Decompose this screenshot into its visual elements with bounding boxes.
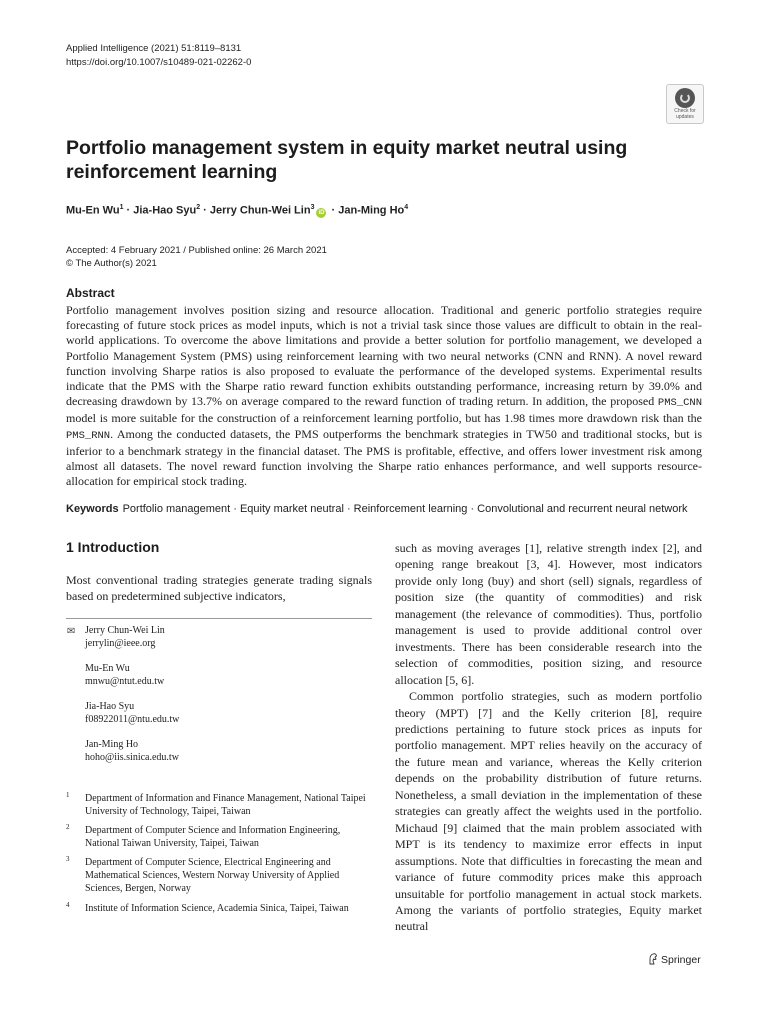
contact-entry xyxy=(85,738,179,764)
abstract-part: model is more suitable for the construction of a reinforcement learning portfolio, but has 1.98 times more drawdown risk than the xyxy=(66,411,702,426)
author-affiliation-sup: 2 xyxy=(196,204,201,211)
intro-right-column xyxy=(395,540,702,935)
envelope-icon: ✉ xyxy=(67,626,76,637)
contact-email[interactable]: jerrylin@ieee.org xyxy=(85,638,156,649)
contact-name: Jia-Hao Syu xyxy=(85,701,135,712)
author-list xyxy=(66,204,408,218)
contact-name: Jerry Chun-Wei Lin xyxy=(85,625,165,636)
affiliation-text: Department of Computer Science and Information Engineering, National Taiwan University, Taipei, Taiwan xyxy=(85,825,341,849)
badge-line2: updates xyxy=(676,114,694,120)
affiliation-number: 3 xyxy=(66,855,70,863)
publication-dates xyxy=(66,244,327,270)
author-separator: · xyxy=(123,204,134,217)
contact-email[interactable]: mnwu@ntut.edu.tw xyxy=(85,676,165,687)
check-updates-icon xyxy=(675,88,695,108)
author-name: Jerry Chun-Wei Lin xyxy=(209,204,311,217)
publisher-logo xyxy=(648,953,701,966)
affiliation-text: Department of Computer Science, Electrical Engineering and Mathematical Sciences, Western Norway University of Applied Sciences, Bergen, Norway xyxy=(85,857,340,894)
affiliation-number: 2 xyxy=(66,823,70,831)
intro-left-text: Most conventional trading strategies generate trading signals based on predetermined subjective indicators, xyxy=(66,573,372,604)
accepted-published-line: Accepted: 4 February 2021 / Published online: 26 March 2021 xyxy=(66,245,327,256)
author-separator: · xyxy=(200,204,210,217)
contact-email[interactable]: f08922011@ntu.edu.tw xyxy=(85,714,180,725)
author-name: Jia-Hao Syu xyxy=(133,204,197,217)
author-affiliation-sup: 1 xyxy=(119,204,124,211)
journal-citation: Applied Intelligence (2021) 51:8119–8131 xyxy=(66,43,242,54)
badge-line1: Check for xyxy=(674,108,696,114)
affiliation-text: Institute of Information Science, Academia Sinica, Taipei, Taiwan xyxy=(85,903,349,914)
contact-entry xyxy=(85,700,179,726)
contact-name: Jan-Ming Ho xyxy=(85,739,139,750)
author-affiliation-sup: 3 xyxy=(310,204,315,211)
keywords-text: Portfolio management · Equity market neutral · Reinforcement learning · Convolutional and recurrent neural network xyxy=(122,503,688,515)
keywords xyxy=(66,503,688,515)
author-separator: · xyxy=(328,204,339,217)
abstract-text xyxy=(66,303,702,489)
author-name: Mu-En Wu xyxy=(66,204,120,217)
author-contacts xyxy=(85,624,179,776)
section-heading: 1 Introduction xyxy=(66,539,160,555)
abstract-part: . Among the conducted datasets, the PMS outperforms the benchmark strategies in TW50 and traditional stocks, but is inferior to a benchmark strategy in the financial dataset. The PMS is profitable, effective, and offers lower investment risk among almost all datasets. The novel reward function involving the Sharpe ratio enhances performance, and well supports resource-allocation for empirical stock trading. xyxy=(66,426,702,489)
code-pms-rnn: PMS_RNN xyxy=(66,429,111,442)
journal-header xyxy=(66,42,251,70)
doi-link[interactable]: https://doi.org/10.1007/s10489-021-02262-0 xyxy=(66,57,252,68)
springer-horse-icon xyxy=(648,953,658,965)
paper-title: Portfolio management system in equity market neutral using reinforcement learning xyxy=(66,137,628,183)
affiliation-number: 1 xyxy=(66,791,70,799)
intro-paragraph: such as moving averages [1], relative strength index [2], and opening range breakout [3, 4]. However, most indicators provide only long (buy) and short (sell) signals, regardless of position size (the quantity of commodities) and risk management (the relevance of commodities). Thus, portfolio management is used to provide additional control over investments. There has been considerable research into the selection of commodities, position sizing, and resource allocation [5, 6]. xyxy=(395,541,702,687)
code-pms-cnn: PMS_CNN xyxy=(657,397,702,410)
contact-email[interactable]: hoho@iis.sinica.edu.tw xyxy=(85,752,179,763)
intro-paragraph: Common portfolio strategies, such as modern portfolio theory (MPT) [7] and the Kelly criterion [8], require predictions pertaining to future stock prices as inputs for portfolio management. MPT relies heavily on the accuracy of the future mean and variance, whereas the Kelly criterion depends on the probability distribution of future returns. Nonetheless, a small deviation in the implementation of these strategies can greatly affect the weights used in the portfolio. Michaud [9] claimed that the main problem associated with MPT is its tendency to maximize error effects in input assumptions. Note that difficulties in forecasting the mean and variance of future commodity prices make this approach unsuitable for portfolio management in actual stock markets. Among the variants of portfolio strategies, Equity market neutral xyxy=(395,689,702,934)
affiliation-text: Department of Information and Finance Management, National Taipei University of Technology, Taipei, Taiwan xyxy=(85,793,366,817)
author-affiliation-sup: 4 xyxy=(404,204,409,211)
contact-entry xyxy=(85,662,179,688)
copyright-line: © The Author(s) 2021 xyxy=(66,258,157,269)
keywords-label: Keywords xyxy=(66,503,119,515)
abstract-part: Portfolio management involves position sizing and resource allocation. Traditional and generic portfolio strategies require forecasting of future stock prices as model inputs, which is not a trivial task since those values are difficult to obtain in the real-world applications. To overcome the above limitations and provide a better solution for portfolio management, we developed a Portfolio Management System (PMS) using reinforcement learning with two neural networks (CNN and RNN). A novel reward function involving Sharpe ratios is also proposed to evaluate the performance of the developed systems. Experimental results indicate that the PMS with the Sharpe ratio reward function exhibits outstanding performance, increasing return by 39.0% and decreasing drawdown by 13.7% on average compared to the reward function of trading return. In addition, the proposed xyxy=(66,303,702,409)
abstract-heading: Abstract xyxy=(66,286,115,300)
contact-name: Mu-En Wu xyxy=(85,663,130,674)
publisher-name: Springer xyxy=(661,954,701,966)
check-for-updates-badge[interactable] xyxy=(666,84,704,124)
orcid-icon[interactable]: iD xyxy=(318,209,325,216)
affiliation-number: 4 xyxy=(66,901,70,909)
contact-entry xyxy=(85,624,179,650)
footnote-divider xyxy=(66,618,372,619)
author-name: Jan-Ming Ho xyxy=(338,204,405,217)
